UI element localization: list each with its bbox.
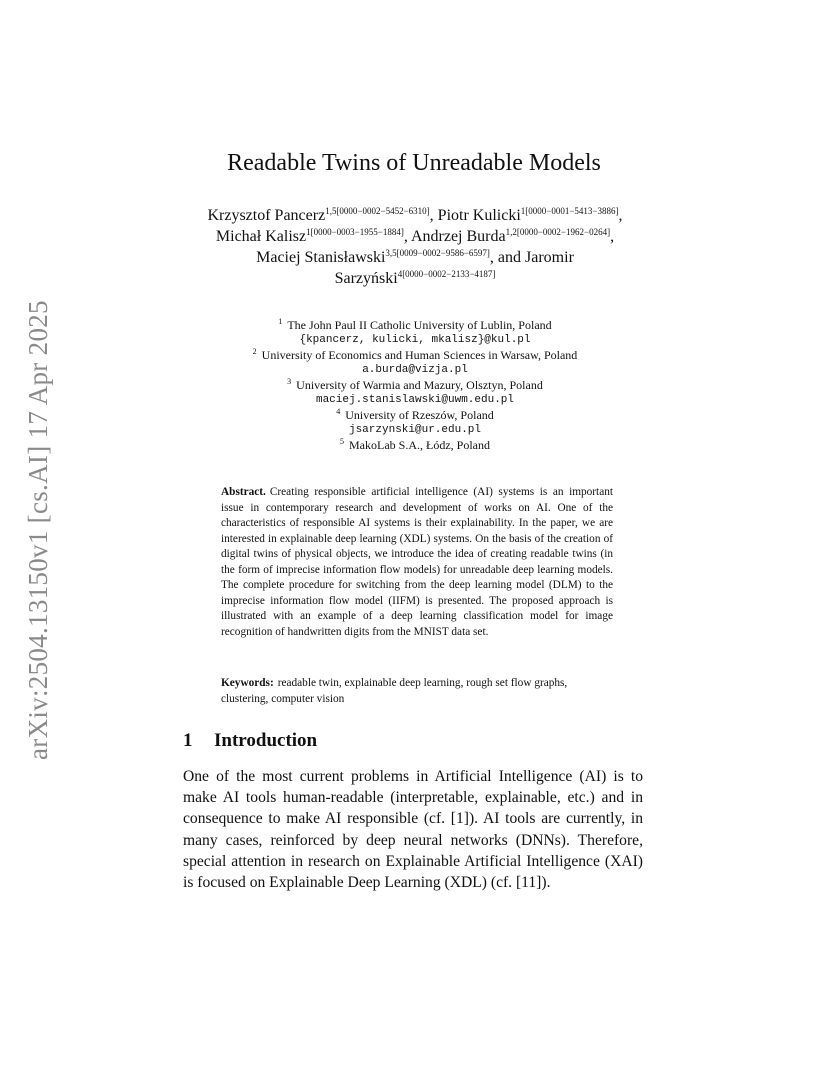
author-name: Piotr Kulicki (437, 207, 521, 224)
section-title: Introduction (214, 730, 318, 751)
separator: , (618, 207, 623, 224)
separator: and (497, 249, 522, 266)
affiliation-number: 1 (278, 317, 283, 326)
affiliation-number: 2 (252, 347, 257, 356)
abstract-text: Creating responsible artificial intelligence (AI) systems is an important issue in contemporary research and development of works on AI. One of the characteristics of responsible AI systems is their explainability. In the paper, we are interested in explainable deep learning (XDL) systems. On the basis of the creation of digital twins of physical objects, we introduce the idea of creating readable twins (in the form of imprecise information flow models) for unreadable deep learning models. The complete procedure for switching from the deep learning model (DLM) to the imprecise information flow model (IIFM) is presented. The proposed approach is illustrated with an example of a deep learning classification model for image recognition of handwritten digits from the MNIST data set. (221, 486, 613, 638)
affiliation (200, 378, 630, 393)
author-orcid: 1,5[0000−0002−5452−6310] (325, 206, 430, 216)
author-name: Michał Kalisz (215, 228, 307, 245)
author-name: Andrzej Burda (410, 228, 506, 245)
affiliation (200, 318, 630, 333)
keywords-text: readable twin, explainable deep learning, rough set flow graphs, clustering, computer vision (221, 677, 568, 705)
affiliation-number: 4 (336, 407, 341, 416)
affiliation-email: jsarzynski@ur.edu.pl (348, 424, 482, 436)
keywords-label: Keywords: (221, 677, 274, 689)
section-paragraph: One of the most current problems in Artificial Intelligence (AI) is to make AI tools human-readable (interpretable, explainable, etc.) and in consequence to make AI responsible (cf. [1]). AI tools are currently, in many cases, reinforced by deep neural networks (DNNs). Therefore, special attention in research on Explainable Artificial Intelligence (XAI) is focused on Explainable Deep Learning (XDL) (cf. [11]). (183, 768, 643, 892)
arxiv-identifier: arXiv:2504.13150v1 [cs.AI] 17 Apr 2025 (23, 300, 53, 760)
keywords (221, 676, 613, 707)
affiliation-number: 3 (287, 377, 292, 386)
affiliation-name: University of Rzeszów, Poland (345, 408, 494, 422)
author-orcid: 1[0000−0001−5413−3886] (520, 206, 619, 216)
author-orcid: 4[0000−0002−2133−4187] (397, 269, 496, 279)
affiliation (200, 438, 630, 453)
affiliation-name: MakoLab S.A., Łódz, Poland (349, 438, 490, 452)
affiliation-list (200, 318, 630, 453)
author-name: Krzysztof Pancerz (207, 207, 326, 224)
author-orcid: 1,2[0000−0002−1962−0264] (505, 227, 611, 237)
affiliation-number: 5 (340, 437, 344, 446)
section-number: 1 (183, 730, 193, 751)
affiliation-email: a.burda@vizja.pl (362, 364, 468, 376)
separator: , (403, 228, 408, 245)
author-name: Maciej Stanisławski (256, 249, 386, 266)
author-name: Jaromir Sarzyński (334, 249, 574, 287)
separator: , (429, 207, 434, 224)
separator: , (610, 228, 615, 245)
affiliation (200, 408, 630, 423)
paper-title: Readable Twins of Unreadable Models (227, 150, 601, 176)
affiliation-name: University of Warmia and Mazury, Olsztyn, Poland (296, 378, 543, 392)
abstract (221, 485, 613, 640)
affiliation-email: maciej.stanislawski@uwm.edu.pl (315, 394, 515, 406)
separator: , (489, 249, 494, 266)
affiliation-name: University of Economics and Human Sciences in Warsaw, Poland (261, 348, 578, 362)
abstract-label: Abstract. (221, 486, 266, 498)
author-list (195, 205, 635, 289)
affiliation (200, 348, 630, 363)
author-orcid: 3,5[0009−0002−9586−6597] (385, 248, 490, 258)
affiliation-email: {kpancerz, kulicki, mkalisz}@kul.pl (299, 334, 531, 346)
affiliation-name: The John Paul II Catholic University of Lublin, Poland (287, 318, 552, 332)
section-heading (183, 730, 643, 752)
author-orcid: 1[0000−0003−1955−1884] (306, 227, 404, 237)
